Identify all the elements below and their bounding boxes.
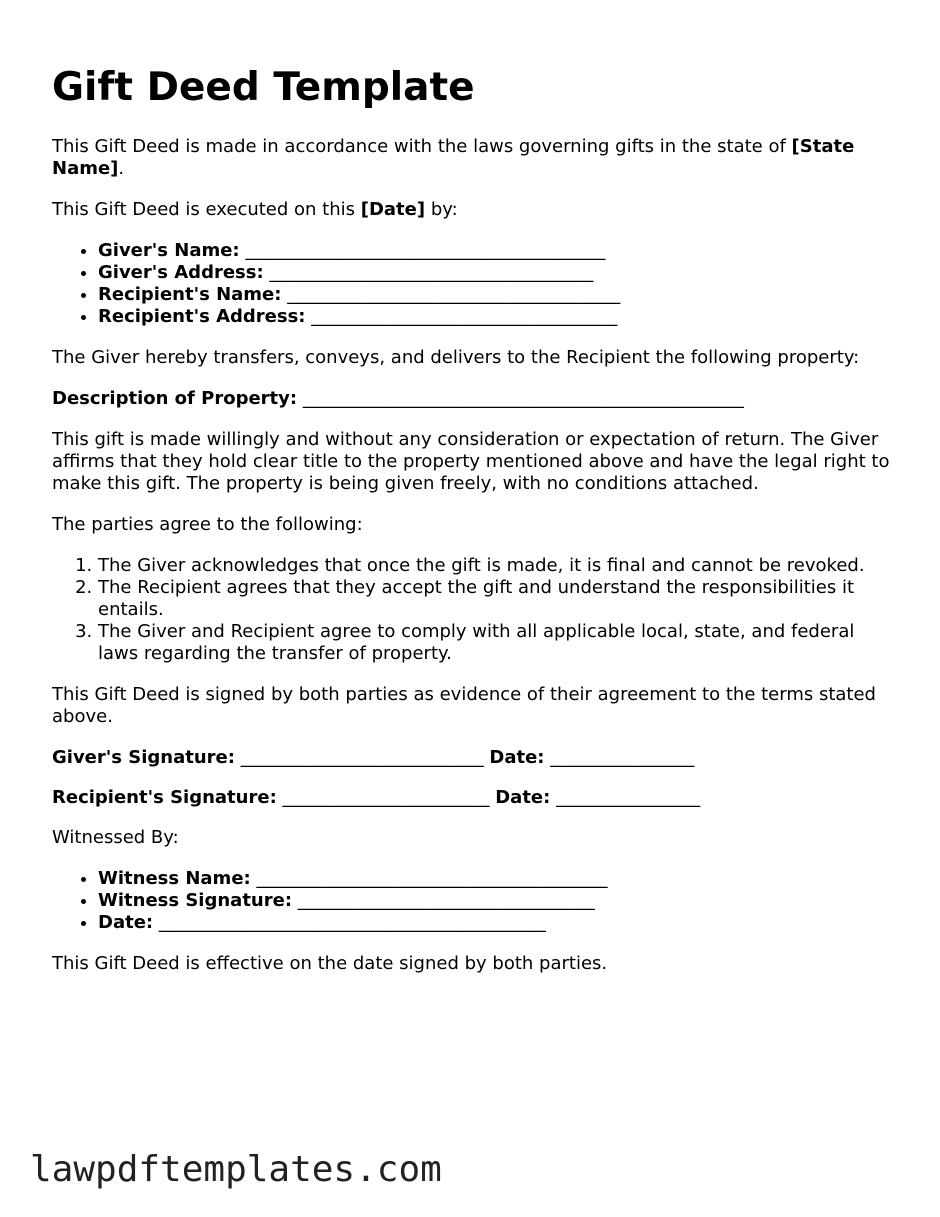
list-item: 3. The Giver and Recipient agree to comply with all applicable local, state, and federal laws regarding the transfer of property. bbox=[98, 621, 892, 665]
footer-watermark: lawpdftemplates.com bbox=[30, 1149, 442, 1190]
list-item: 1. The Giver acknowledges that once the gift is made, it is final and cannot be revoked. bbox=[98, 555, 892, 577]
signed-paragraph: This Gift Deed is signed by both parties as evidence of their agreement to the terms stated above. bbox=[52, 684, 876, 727]
intro-text: This Gift Deed is made in accordance with the laws governing gifts in the state of bbox=[52, 136, 792, 157]
list-item: 2. The Recipient agrees that they accept the gift and understand the responsibilities it entails. bbox=[98, 577, 892, 621]
list-item: • Recipient's Name: _____________________________________ bbox=[98, 284, 892, 306]
effective-paragraph: This Gift Deed is effective on the date signed by both parties. bbox=[52, 953, 608, 974]
property-field[interactable]: _________________________________________________ bbox=[302, 388, 744, 409]
list-item: • Witness Signature: _________________________________ bbox=[98, 890, 892, 912]
list-item: • Date: ___________________________________________ bbox=[98, 912, 892, 934]
recipient-address-field[interactable]: __________________________________ bbox=[311, 306, 618, 327]
transfer-paragraph: The Giver hereby transfers, conveys, and delivers to the Recipient the following property: bbox=[52, 347, 860, 368]
parties-list bbox=[52, 240, 892, 328]
date-placeholder: [Date] bbox=[360, 199, 426, 220]
witness-signature-field[interactable]: _________________________________ bbox=[297, 890, 595, 911]
giver-address-field[interactable]: ____________________________________ bbox=[269, 262, 594, 283]
list-item: • Witness Name: _______________________________________ bbox=[98, 868, 892, 890]
recipient-date-field[interactable]: ________________ bbox=[556, 787, 701, 808]
executed-paragraph: This Gift Deed is executed on this [Date] by: bbox=[52, 199, 458, 220]
giver-date-field[interactable]: ________________ bbox=[550, 747, 695, 768]
terms-list bbox=[52, 555, 892, 665]
list-item: • Recipient's Address: __________________________________ bbox=[98, 306, 892, 328]
list-item: • Giver's Address: ____________________________________ bbox=[98, 262, 892, 284]
witness-list bbox=[52, 868, 892, 934]
agree-intro: The parties agree to the following: bbox=[52, 514, 363, 535]
giver-signature-line: Giver's Signature: ___________________________ Date: ________________ bbox=[52, 747, 695, 768]
list-item: • Giver's Name: ________________________________________ bbox=[98, 240, 892, 262]
property-label: Description of Property: bbox=[52, 388, 298, 409]
giver-signature-field[interactable]: ___________________________ bbox=[240, 747, 484, 768]
document-page bbox=[52, 62, 892, 994]
giver-name-field[interactable]: ________________________________________ bbox=[245, 240, 606, 261]
witnessed-by-label: Witnessed By: bbox=[52, 827, 179, 848]
affirmation-paragraph: This gift is made willingly and without any consideration or expectation of return. The Giver affirms that they hold clear title to the property mentioned above and have the legal right to make this gift. The property is being given freely, with no conditions attached. bbox=[52, 429, 890, 494]
witness-date-field[interactable]: ___________________________________________ bbox=[158, 912, 546, 933]
document-title: Gift Deed Template bbox=[52, 65, 475, 110]
witness-name-field[interactable]: _______________________________________ bbox=[256, 868, 608, 889]
intro-paragraph: This Gift Deed is made in accordance with the laws governing gifts in the state of [State Name]. bbox=[52, 136, 855, 179]
recipient-name-field[interactable]: _____________________________________ bbox=[287, 284, 621, 305]
recipient-signature-line: Recipient's Signature: _______________________ Date: ________________ bbox=[52, 787, 701, 808]
state-name-placeholder: [State Name] bbox=[52, 136, 855, 179]
property-line bbox=[52, 388, 892, 410]
recipient-signature-field[interactable]: _______________________ bbox=[282, 787, 490, 808]
